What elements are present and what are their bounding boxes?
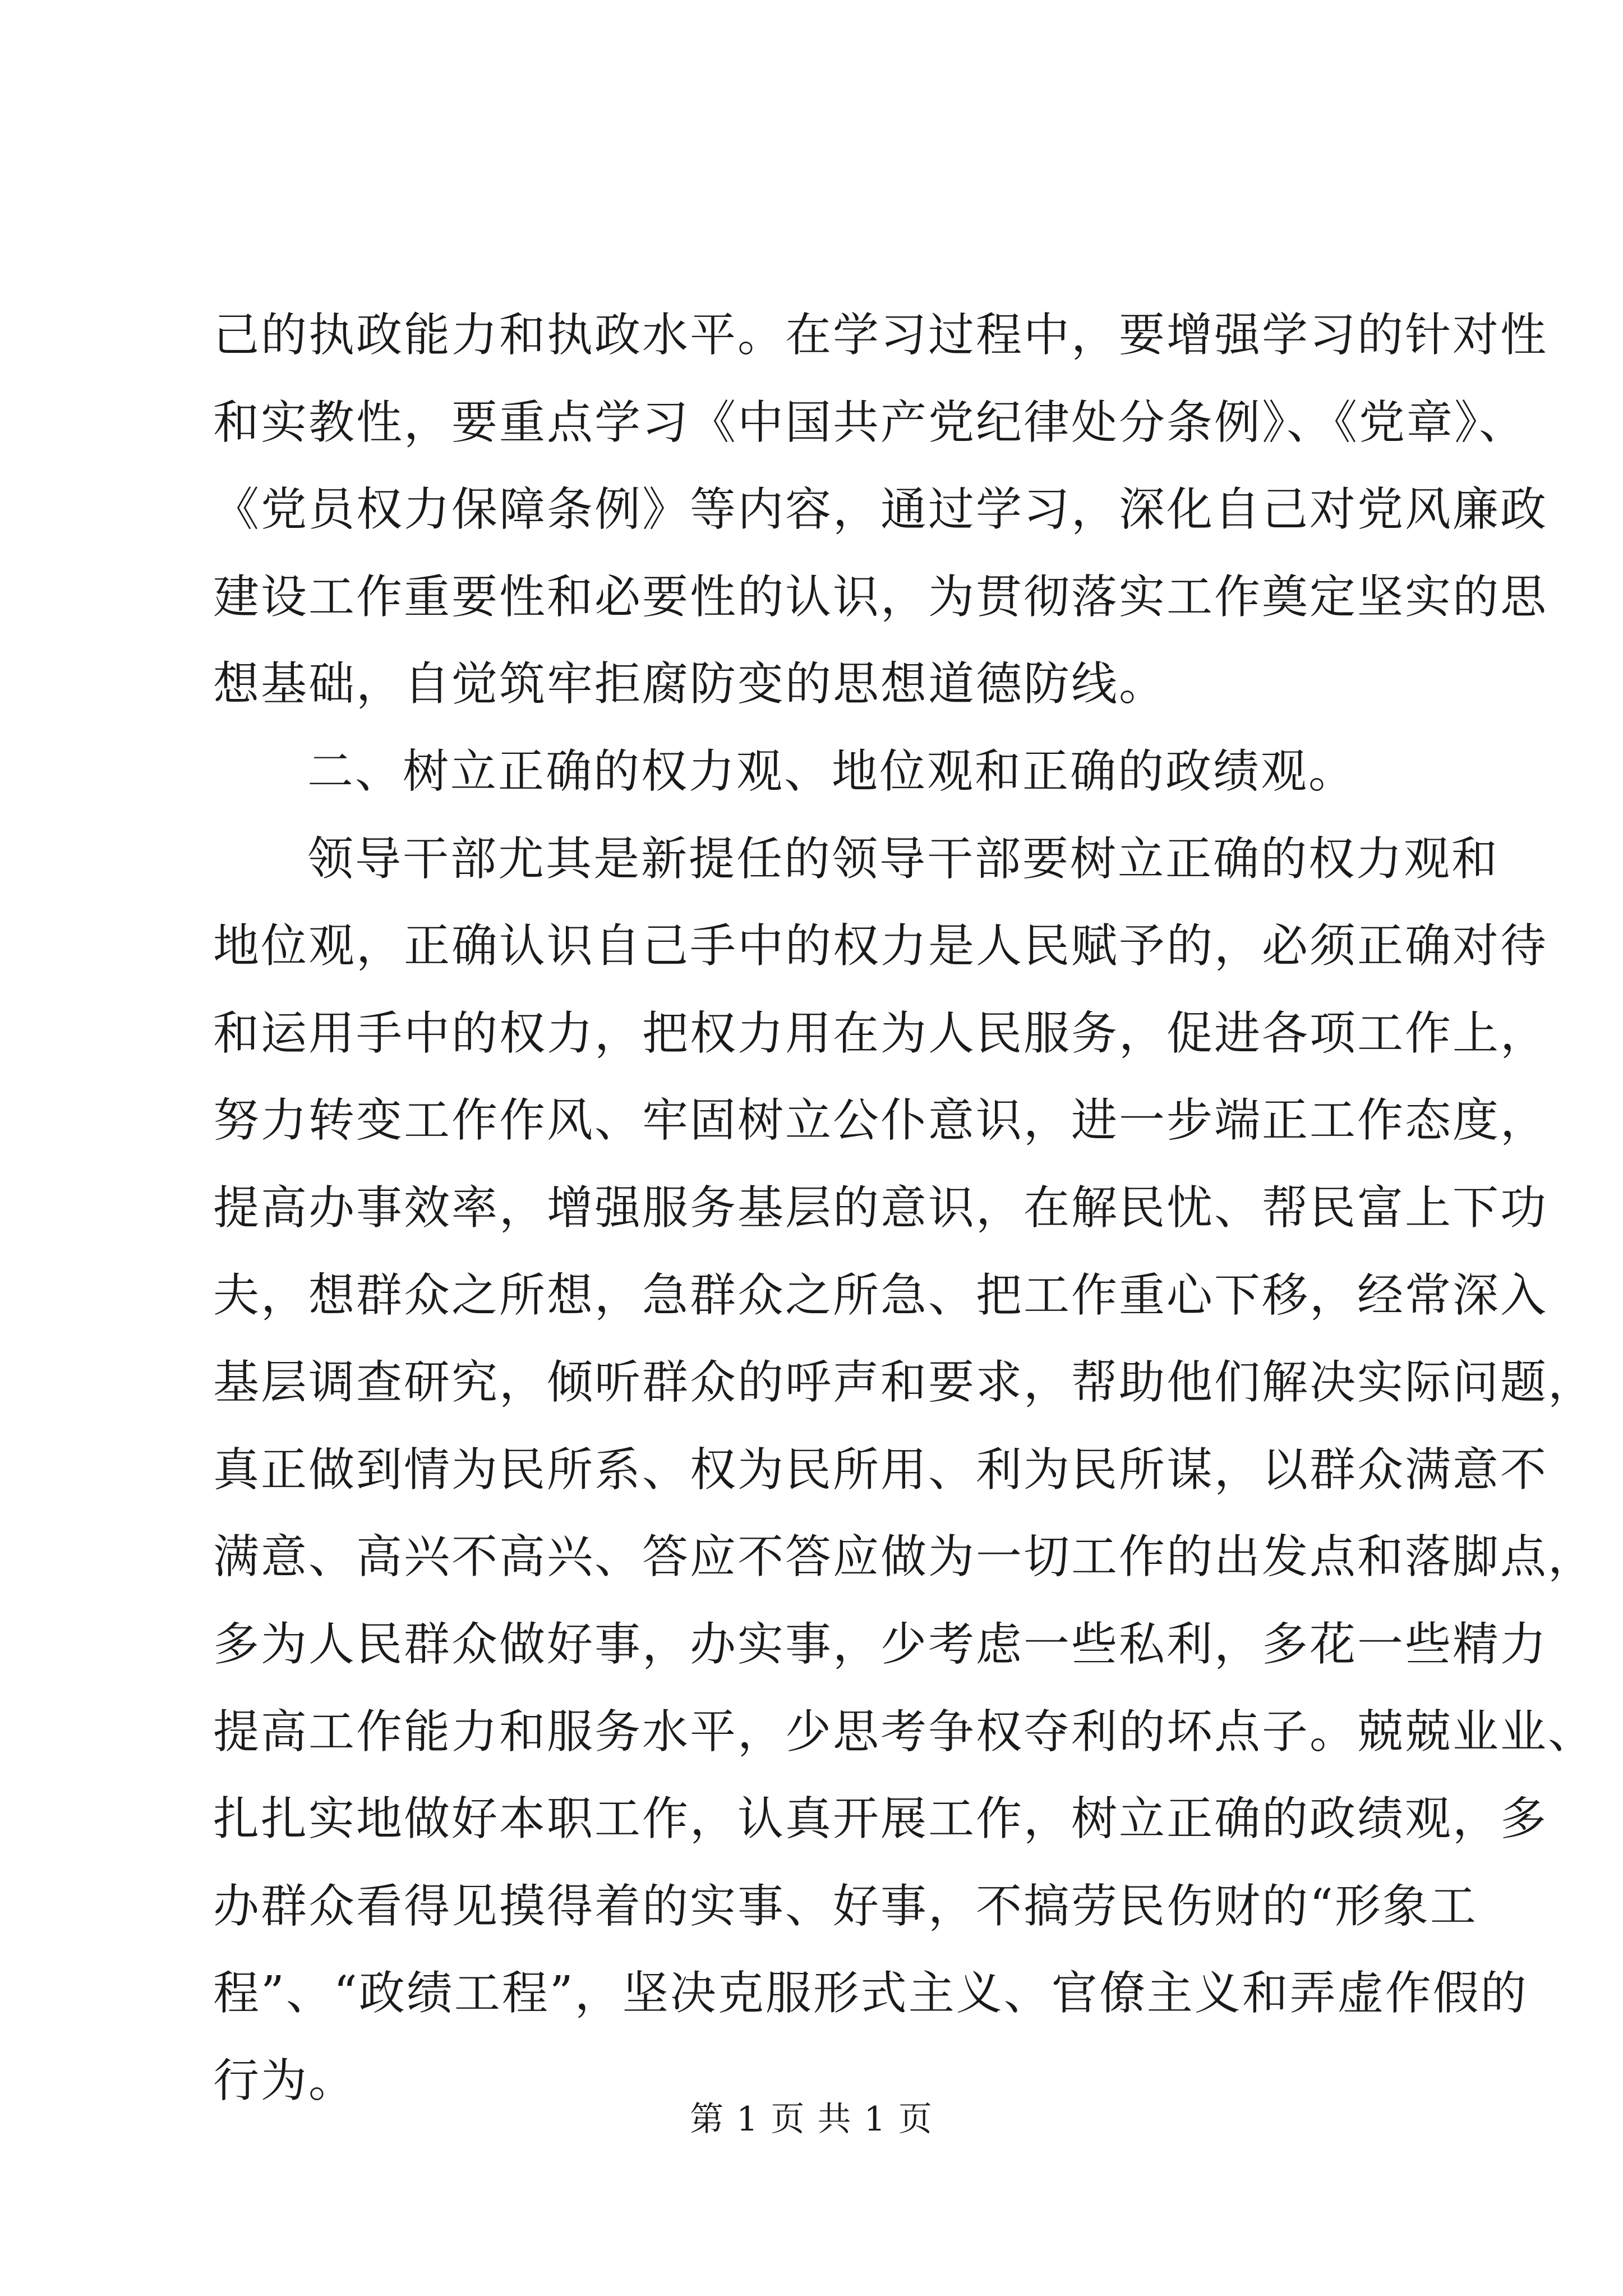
text-line: 《党员权力保障条例》等内容，通过学习，深化自己对党风廉政 xyxy=(213,483,1548,536)
text-line: 己的执政能力和执政水平。在学习过程中，要增强学习的针对性 xyxy=(213,309,1548,362)
section-heading: 二、树立正确的权力观、地位观和正确的政绩观。 xyxy=(307,745,1357,798)
text-line: 提高办事效率，增强服务基层的意识，在解民忧、帮民富上下功 xyxy=(213,1181,1548,1235)
text-line: 和运用手中的权力，把权力用在为人民服务，促进各项工作上， xyxy=(213,1007,1548,1060)
text-line: 夫，想群众之所想，急群众之所急、把工作重心下移，经常深入 xyxy=(213,1269,1548,1322)
text-line: 提高工作能力和服务水平，少思考争权夺利的坏点子。兢兢业业、 xyxy=(213,1705,1596,1759)
text-line: 行为。 xyxy=(213,2054,357,2108)
text-line: 努力转变工作作风、牢固树立公仆意识，进一步端正工作态度， xyxy=(213,1094,1548,1147)
text-line: 真正做到情为民所系、权为民所用、利为民所谋，以群众满意不 xyxy=(213,1443,1548,1497)
page-footer: 第 1 页 共 1 页 xyxy=(690,2100,933,2139)
text-line: 多为人民群众做好事，办实事，少考虑一些私利，多花一些精力 xyxy=(213,1618,1548,1671)
text-line: 建设工作重要性和必要性的认识，为贯彻落实工作奠定坚实的思 xyxy=(213,570,1548,624)
text-line: 和实教性，要重点学习《中国共产党纪律处分条例》、《党章》、 xyxy=(213,396,1527,449)
text-line: 基层调查研究，倾听群众的呼声和要求，帮助他们解决实际问题， xyxy=(213,1356,1596,1409)
text-line: 领导干部尤其是新提任的领导干部要树立正确的权力观和 xyxy=(307,832,1500,886)
text-line: 程”、“政绩工程”，坚决克服形式主义、官僚主义和弄虚作假的 xyxy=(213,1967,1528,2020)
text-line: 办群众看得见摸得着的实事、好事，不搞劳民伤财的“形象工 xyxy=(213,1880,1478,1933)
text-line: 地位观，正确认识自己手中的权力是人民赋予的，必须正确对待 xyxy=(213,919,1548,973)
text-line: 想基础，自觉筑牢拒腐防变的思想道德防线。 xyxy=(213,657,1167,711)
text-line: 满意、高兴不高兴、答应不答应做为一切工作的出发点和落脚点， xyxy=(213,1530,1596,1584)
text-line: 扎扎实地做好本职工作，认真开展工作，树立正确的政绩观，多 xyxy=(213,1792,1548,1846)
